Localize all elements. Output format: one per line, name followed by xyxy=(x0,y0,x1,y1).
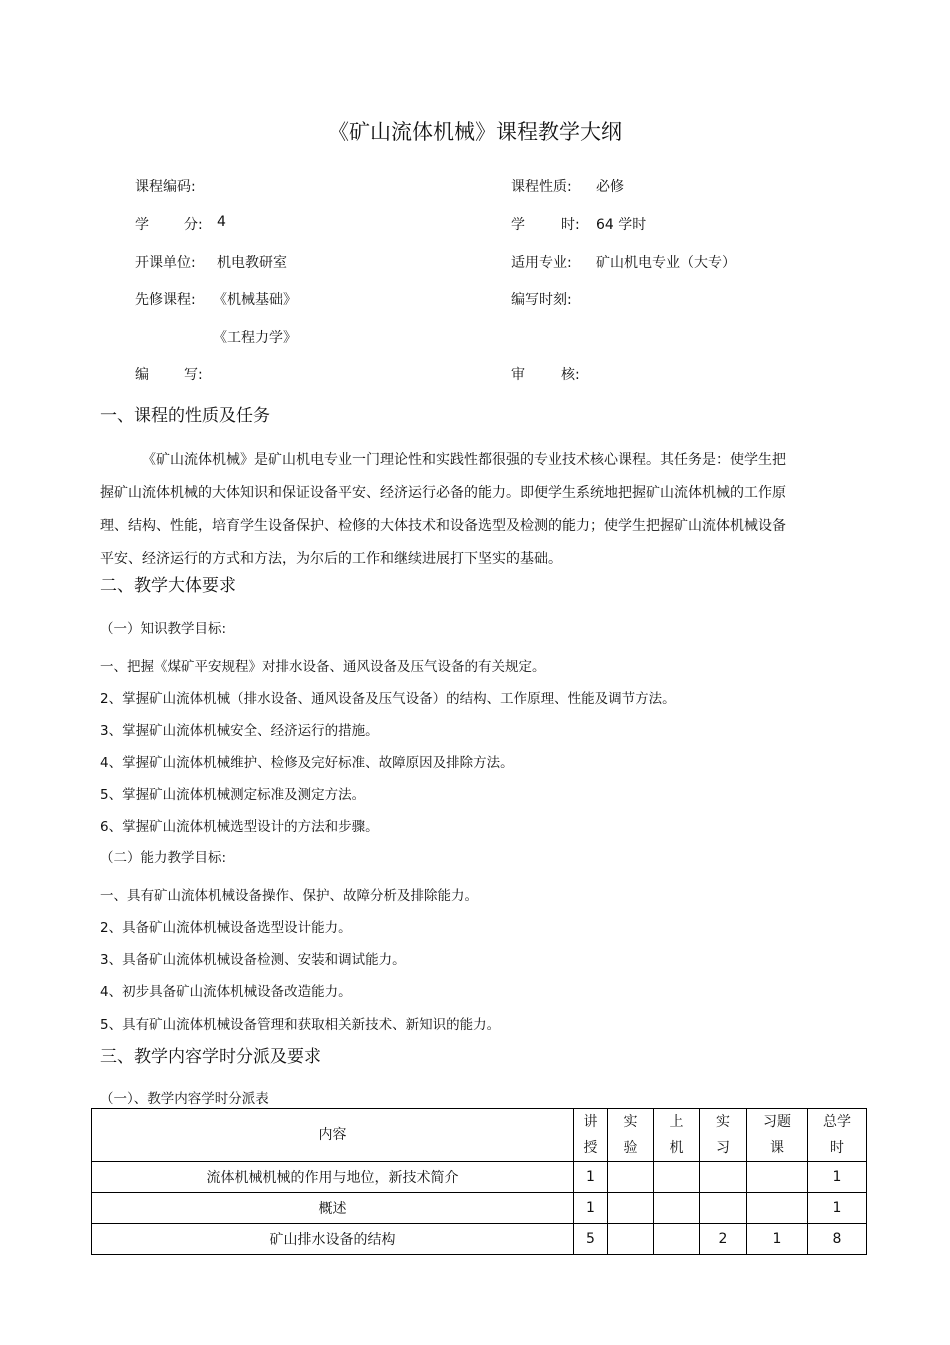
table-row xyxy=(92,1224,867,1255)
header-text: 授 xyxy=(583,1140,598,1156)
knowledge-item: 3、掌握矿山流体机械安全、经济运行的措施。 xyxy=(100,723,379,739)
ability-item: 4、初步具备矿山流体机械设备改造能力。 xyxy=(100,984,352,1000)
header-text: 总学 xyxy=(823,1114,851,1130)
section-1-paragraph xyxy=(100,444,790,576)
document-title: 《矿山流体机械》课程教学大纲 xyxy=(328,120,622,144)
header-content xyxy=(92,1109,574,1162)
write-time-label: 编写时刻: xyxy=(511,292,572,308)
table-cell xyxy=(747,1193,808,1224)
table-cell: 2 xyxy=(700,1224,747,1255)
knowledge-item: 4、掌握矿山流体机械维护、检修及完好标准、故障原因及排除方法。 xyxy=(100,755,514,771)
credit-label-a: 学 xyxy=(135,217,149,233)
table-cell xyxy=(654,1193,700,1224)
course-nature-value: 必修 xyxy=(596,179,624,195)
header-total xyxy=(808,1109,867,1162)
table-cell xyxy=(700,1193,747,1224)
hours-distribution-table xyxy=(91,1108,867,1255)
header-text: 实 xyxy=(716,1114,730,1130)
header-text: 讲 xyxy=(583,1114,598,1130)
table-cell: 概述 xyxy=(92,1193,574,1224)
unit-value: 机电教研室 xyxy=(217,255,287,271)
table-cell xyxy=(654,1162,700,1193)
header-text: 上 xyxy=(669,1114,684,1130)
table-cell: 5 xyxy=(574,1224,608,1255)
hours-label-a: 学 xyxy=(511,217,525,233)
table-cell xyxy=(700,1162,747,1193)
author-label-b: 写: xyxy=(184,367,203,383)
major-value: 矿山机电专业（大专） xyxy=(596,255,736,271)
knowledge-item: 2、掌握矿山流体机械（排水设备、通风设备及压气设备）的结构、工作原理、性能及调节方法。 xyxy=(100,691,676,707)
table-cell: 1 xyxy=(747,1224,808,1255)
table-row xyxy=(92,1162,867,1193)
knowledge-item: 6、掌握矿山流体机械选型设计的方法和步骤。 xyxy=(100,819,379,835)
section-3-heading: 三、教学内容学时分派及要求 xyxy=(100,1047,321,1067)
header-exercise xyxy=(747,1109,808,1162)
ability-item: 3、具备矿山流体机械设备检测、安装和调试能力。 xyxy=(100,952,406,968)
ability-goals-heading: （二）能力教学目标: xyxy=(100,850,227,866)
section-2-heading: 二、教学大体要求 xyxy=(100,576,236,596)
header-text: 机 xyxy=(669,1140,684,1156)
table-cell: 1 xyxy=(808,1162,867,1193)
ability-item: 一、具有矿山流体机械设备操作、保护、故障分析及排除能力。 xyxy=(100,888,478,904)
section-1-heading: 一、课程的性质及任务 xyxy=(100,406,270,426)
header-experiment xyxy=(608,1109,654,1162)
hours-label-b: 时: xyxy=(561,217,580,233)
table-row xyxy=(92,1193,867,1224)
header-text: 时 xyxy=(830,1140,844,1156)
ability-item: 5、具有矿山流体机械设备管理和获取相关新技术、新知识的能力。 xyxy=(100,1017,501,1033)
author-label-a: 编 xyxy=(135,367,149,383)
credit-value: 4 xyxy=(217,214,226,230)
table-cell: 8 xyxy=(808,1224,867,1255)
section-1-paragraph-text: 《矿山流体机械》是矿山机电专业一门理论性和实践性都很强的专业技术核心课程。其任务是：使学生把握矿山流体机械的大体知识和保证设备平安、经济运行必备的能力。即便学生系统地把握矿山流体机械的工作原理、结构、性能，培育学生设备保护、检修的大体技术和设备选型及检测的能力；使学生把握矿山流体机械设备平安、经济运行的方式和方法，为尔后的工作和继续进展打下坚实的基础。 xyxy=(100,452,786,567)
hours-value: 64 学时 xyxy=(596,217,647,233)
course-nature-label: 课程性质: xyxy=(511,179,572,195)
table-cell xyxy=(654,1224,700,1255)
knowledge-item: 一、把握《煤矿平安规程》对排水设备、通风设备及压气设备的有关规定。 xyxy=(100,659,546,675)
table-cell xyxy=(747,1162,808,1193)
header-text: 验 xyxy=(623,1140,638,1156)
ability-item: 2、具备矿山流体机械设备选型设计能力。 xyxy=(100,920,352,936)
prereq-value-1: 《机械基础》 xyxy=(213,292,297,308)
header-text: 实 xyxy=(623,1114,638,1130)
prereq-value-2: 《工程力学》 xyxy=(213,330,297,346)
header-text: 习 xyxy=(716,1140,730,1156)
header-text: 课 xyxy=(770,1140,784,1156)
table-cell: 1 xyxy=(574,1193,608,1224)
review-label-b: 核: xyxy=(561,367,580,383)
table-cell: 1 xyxy=(808,1193,867,1224)
course-code-label: 课程编码: xyxy=(135,179,196,195)
table-cell: 1 xyxy=(574,1162,608,1193)
prereq-label: 先修课程: xyxy=(135,292,196,308)
credit-label-b: 分: xyxy=(184,217,203,233)
table-cell xyxy=(608,1224,654,1255)
table-caption: （一）、教学内容学时分派表 xyxy=(100,1091,269,1107)
table-cell xyxy=(608,1162,654,1193)
header-text: 内容 xyxy=(318,1127,347,1143)
review-label-a: 审 xyxy=(511,367,525,383)
table-cell: 流体机械机械的作用与地位，新技术简介 xyxy=(92,1162,574,1193)
table-header-row xyxy=(92,1109,867,1162)
header-lecture xyxy=(574,1109,608,1162)
knowledge-item: 5、掌握矿山流体机械测定标准及测定方法。 xyxy=(100,787,366,803)
header-practice xyxy=(700,1109,747,1162)
table-cell xyxy=(608,1193,654,1224)
major-label: 适用专业: xyxy=(511,255,572,271)
header-computer xyxy=(654,1109,700,1162)
header-text: 习题 xyxy=(763,1114,791,1130)
unit-label: 开课单位: xyxy=(135,255,196,271)
knowledge-goals-heading: （一）知识教学目标: xyxy=(100,621,227,637)
table-cell: 矿山排水设备的结构 xyxy=(92,1224,574,1255)
